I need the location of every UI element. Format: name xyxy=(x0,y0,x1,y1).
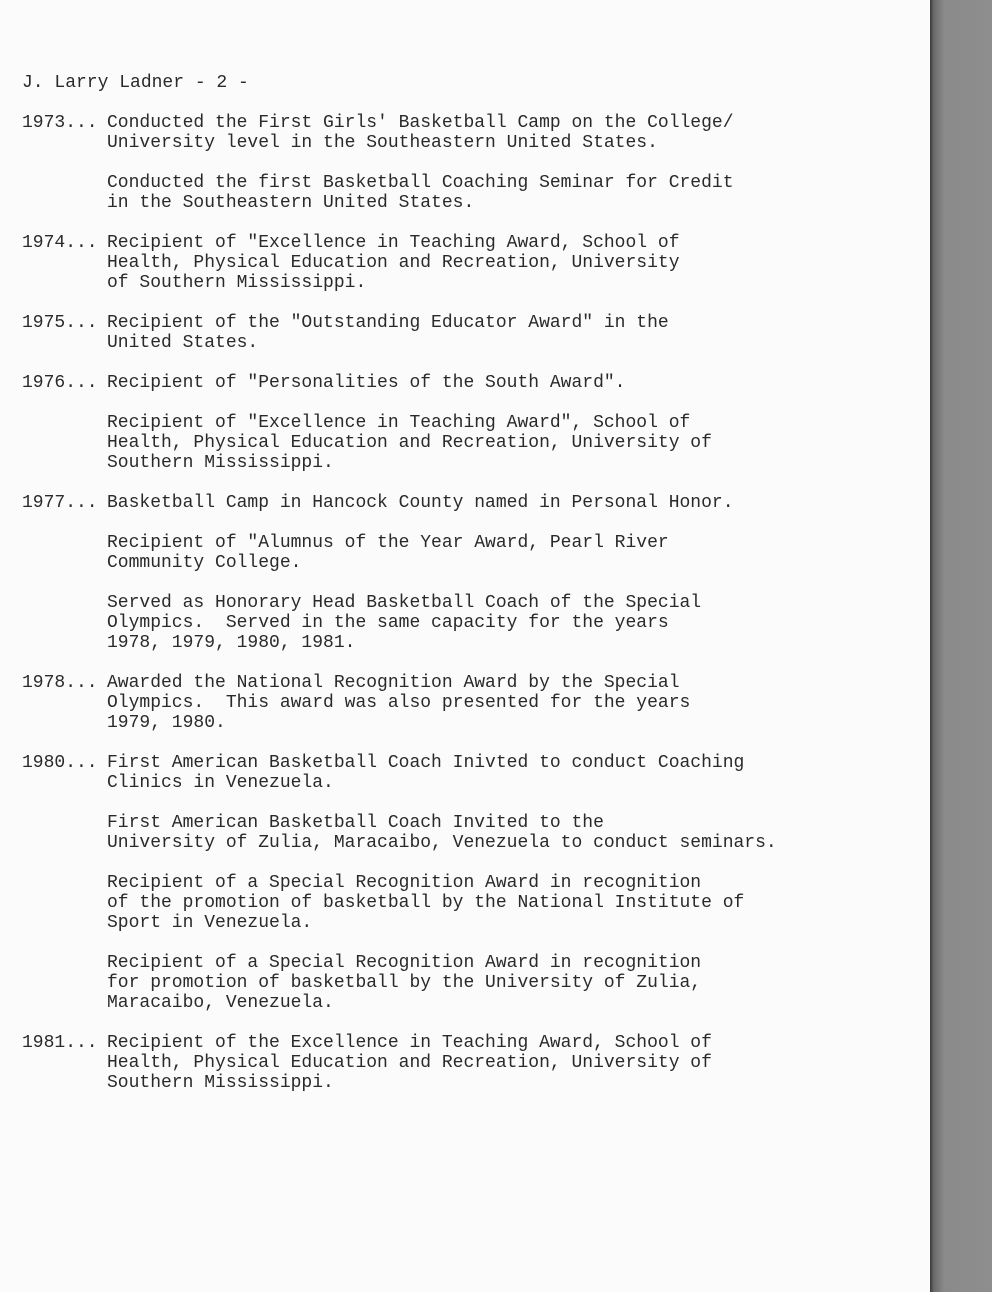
entry-row xyxy=(22,673,922,733)
entry-paragraph xyxy=(107,533,922,573)
entry-paragraph xyxy=(107,673,922,733)
text-line: Maracaibo, Venezuela. xyxy=(107,993,334,1013)
entry-body xyxy=(107,113,922,213)
entry-paragraph xyxy=(107,233,922,293)
text-line: First American Basketball Coach Invited to the xyxy=(107,813,604,833)
text-line: in the Southeastern United States. xyxy=(107,193,475,213)
text-line: Conducted the First Girls' Basketball Camp on the College/ xyxy=(107,113,734,133)
text-line: 1978, 1979, 1980, 1981. xyxy=(107,633,356,653)
entry-paragraph xyxy=(107,313,922,353)
entry-row xyxy=(22,373,922,473)
entry-year: 1973... xyxy=(22,113,98,133)
entry-body xyxy=(107,673,922,733)
entry-row xyxy=(22,113,922,213)
text-line: University of Zulia, Maracaibo, Venezuela to conduct seminars. xyxy=(107,833,777,853)
entry-body xyxy=(107,233,922,293)
entry-paragraph xyxy=(107,813,922,853)
text-line: Recipient of a Special Recognition Award in recognition xyxy=(107,953,702,973)
entry-row xyxy=(22,1033,922,1093)
text-line: Clinics in Venezuela. xyxy=(107,773,334,793)
text-line: Recipient of the Excellence in Teaching Award, School of xyxy=(107,1033,712,1053)
text-line: Health, Physical Education and Recreation, University of xyxy=(107,1053,712,1073)
text-line: Southern Mississippi. xyxy=(107,1073,334,1093)
entry xyxy=(22,113,922,213)
text-line: of the promotion of basketball by the National Institute of xyxy=(107,893,745,913)
entry-paragraph xyxy=(107,113,922,153)
entry-row xyxy=(22,313,922,353)
entry-row xyxy=(22,753,922,1013)
text-line: Sport in Venezuela. xyxy=(107,913,313,933)
entry-year: 1976... xyxy=(22,373,98,393)
text-line: United States. xyxy=(107,333,259,353)
entry-paragraph xyxy=(107,873,922,933)
entry-year: 1977... xyxy=(22,493,98,513)
text-line: Recipient of "Alumnus of the Year Award, Pearl River xyxy=(107,533,669,553)
entry-year: 1981... xyxy=(22,1033,98,1053)
text-line: Health, Physical Education and Recreation, University of xyxy=(107,433,712,453)
entry xyxy=(22,673,922,733)
text-line: First American Basketball Coach Inivted to conduct Coaching xyxy=(107,753,745,773)
text-line: Recipient of "Personalities of the South Award". xyxy=(107,373,626,393)
scan-edge-shadow xyxy=(930,0,992,1292)
entry-body xyxy=(107,753,922,1013)
entry xyxy=(22,493,922,653)
entry-paragraph xyxy=(107,413,922,473)
entry-body xyxy=(107,493,922,653)
entry-paragraph xyxy=(107,1033,922,1093)
entry-year: 1980... xyxy=(22,753,98,773)
entry xyxy=(22,233,922,293)
entry-body xyxy=(107,1033,922,1093)
entry-row xyxy=(22,233,922,293)
text-line: Olympics. This award was also presented for the years xyxy=(107,693,691,713)
entry-paragraph xyxy=(107,953,922,1013)
text-line: Southern Mississippi. xyxy=(107,453,334,473)
page-header: J. Larry Ladner - 2 - xyxy=(22,73,249,93)
text-line: for promotion of basketball by the University of Zulia, xyxy=(107,973,702,993)
text-line: Basketball Camp in Hancock County named in Personal Honor. xyxy=(107,493,734,513)
entry xyxy=(22,753,922,1013)
entry-body xyxy=(107,313,922,353)
document-body xyxy=(22,73,922,1113)
entry xyxy=(22,373,922,473)
entry xyxy=(22,1033,922,1093)
entries-list xyxy=(22,113,922,1093)
entry-year: 1975... xyxy=(22,313,98,333)
text-line: 1979, 1980. xyxy=(107,713,226,733)
text-line: Recipient of "Excellence in Teaching Award", School of xyxy=(107,413,691,433)
entry-paragraph xyxy=(107,173,922,213)
text-line: Served as Honorary Head Basketball Coach of the Special xyxy=(107,593,702,613)
text-line: Recipient of the "Outstanding Educator Award" in the xyxy=(107,313,669,333)
entry-year: 1974... xyxy=(22,233,98,253)
entry xyxy=(22,313,922,353)
entry-paragraph xyxy=(107,593,922,653)
text-line: Olympics. Served in the same capacity for the years xyxy=(107,613,669,633)
entry-body xyxy=(107,373,922,473)
text-line: Awarded the National Recognition Award by the Special xyxy=(107,673,680,693)
entry-paragraph xyxy=(107,753,922,793)
text-line: Health, Physical Education and Recreation, University xyxy=(107,253,680,273)
text-line: Recipient of "Excellence in Teaching Award, School of xyxy=(107,233,680,253)
entry-paragraph xyxy=(107,493,922,513)
text-line: Conducted the first Basketball Coaching Seminar for Credit xyxy=(107,173,734,193)
text-line: University level in the Southeastern United States. xyxy=(107,133,658,153)
entry-year: 1978... xyxy=(22,673,98,693)
text-line: of Southern Mississippi. xyxy=(107,273,367,293)
text-line: Recipient of a Special Recognition Award in recognition xyxy=(107,873,702,893)
entry-paragraph xyxy=(107,373,922,393)
text-line: Community College. xyxy=(107,553,302,573)
entry-row xyxy=(22,493,922,653)
